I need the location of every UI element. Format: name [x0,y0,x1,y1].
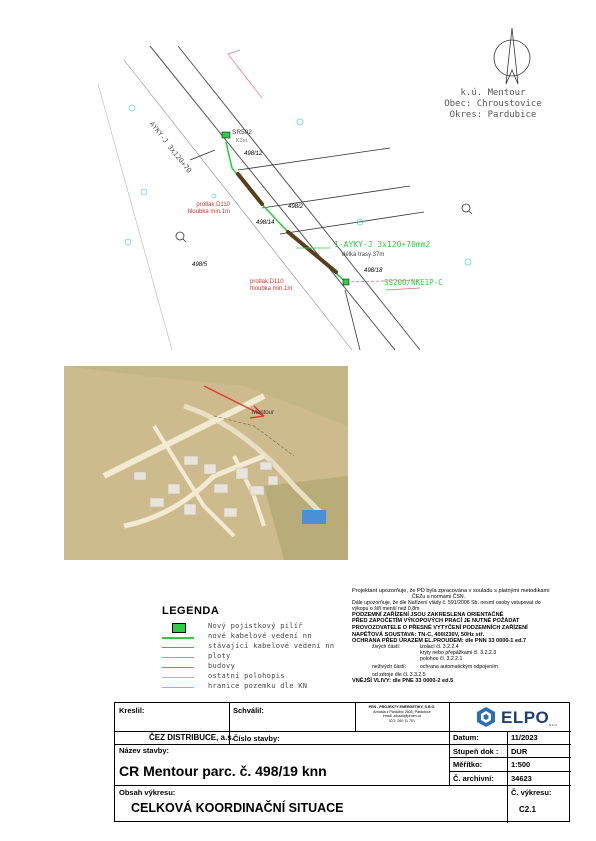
legend-item-fences: ploty [162,652,362,662]
parcel-498-14: 498/14 [256,220,275,226]
elpo-logo: ELPO s.r.o. [475,706,571,730]
parcel-498-2: 498/2 [288,204,304,210]
crossing-1-depth: hloubka min.1m [187,209,230,215]
content-title: CELKOVÁ KOORDINAČNÍ SITUACE [131,801,344,815]
stage-label: Stupeň dok : [453,747,499,756]
legend-item-other: ostatní polohopis [162,672,362,682]
date-value: 11/2023 [511,733,538,742]
date-label: Datum: [453,733,479,742]
legend-item-new-cable: nové kabelové vedení nn [162,632,362,642]
legend-item-new-pillar: Nový pojistkový pilíř [162,622,362,632]
technical-notes: Projektant upozorňuje, že PD byla zpracována v souladu s platnými metodikami ČEZu a normami ČSN. Dále upozorňuje, že dle Nařízení vlády č. 591/2006 Sb. nesmí osoby vstupovat do výkopu o šíři menší než 0,8m PODZEMNÍ ZAŘÍZENÍ JSOU ZAKRESLENA ORIENTAČNĚ PŘED ZAPOČETÍM VÝKOPOVÝCH PRACÍ JE NUTNÉ POŽÁDAT PROVOZOVATELE O PŘESNÉ VYTYČENÍ PODZEMNÍCH ZAŘÍZENÍ NAPĚŤOVÁ SOUSTAVA: TN-C, 400/230V, 50Hz stř. OCHRANA PŘED ÚRAZEM EL.PROUDEM: dle PNN 33 0000-1 ed.7 živých částí: izolací čl. 3.2.2.4 kryty nebo přepážkami čl. 3.2.2.3 polohou čl. 3.2.2.1 neživých částí: ochrana automatickým odpojením od zdroje dle čl. 3.3.2.5 VNĚJŠÍ VLIVY: dle PNE 33 0000-2 ed.5 [352,588,550,685]
content-label: Obsah výkresu: [119,788,176,797]
cable-length: délka trasy 37m [342,252,385,258]
overview-place-label: Mentour [252,410,275,416]
crossing-2-type: protlak D110 [250,279,284,285]
crossing-1-type: protlak D110 [196,202,230,208]
legend-item-boundary: hranice pozemku dle KN [162,682,362,692]
investor: ČEZ DISTRIBUCE, a.s. [149,733,234,742]
cable-title: 1-AYKY-J 3x120+70mm2 [334,240,431,249]
pillar-sub: K3st. [236,138,249,144]
archive-label: Č. archivní: [453,774,494,783]
road-label: AYKY-J 3x120+70 [147,120,193,175]
project-name-label: Název stavby: [119,746,170,755]
site-plan [0,0,596,360]
legend-item-existing-cable: stávající kabelové vedení nn [162,642,362,652]
legend-title: LEGENDA [162,605,220,617]
district: Okres: Pardubice [449,110,537,120]
ss-label: SS200/NKE1P-C [384,278,443,287]
pillar-label: SR502 [232,129,252,136]
legend-item-buildings: budovy [162,662,362,672]
parcel-498-18: 498/18 [364,268,383,274]
drawing-no-label: Č. výkresu: [511,788,552,797]
elpo-logo-icon [475,706,497,728]
project-name: CR Mentour parc. č. 498/19 knn [119,763,327,779]
crossing-2-depth: hloubka min.1m [250,286,293,292]
parcel-498-5: 498/5 [192,262,208,268]
municipality: Obec: Chroustovice [444,99,542,109]
stage-value: DUR [511,747,528,756]
scale-value: 1:500 [511,760,531,769]
title-block [114,702,570,822]
scale-label: Měřítko: [453,760,483,769]
archive-value: 34623 [511,774,532,783]
building-no-label: Číslo stavby: [233,734,280,743]
parcel-498-12: 498/12 [244,151,263,157]
firm-info: PEN - PROJEKTY ENERGETIKY, S.R.O. Arnošta z Pardubic 2605, Pardubice email: zdrazil@proen.cz IČO: 260 11 701 [368,705,436,723]
draftsman-label: Kreslil: [119,706,145,715]
approver-label: Schválil: [233,706,264,715]
drawing-no: C2.1 [519,805,536,814]
overview-map [64,366,348,560]
cadastral-area: k.ú. Mentour [460,88,526,98]
